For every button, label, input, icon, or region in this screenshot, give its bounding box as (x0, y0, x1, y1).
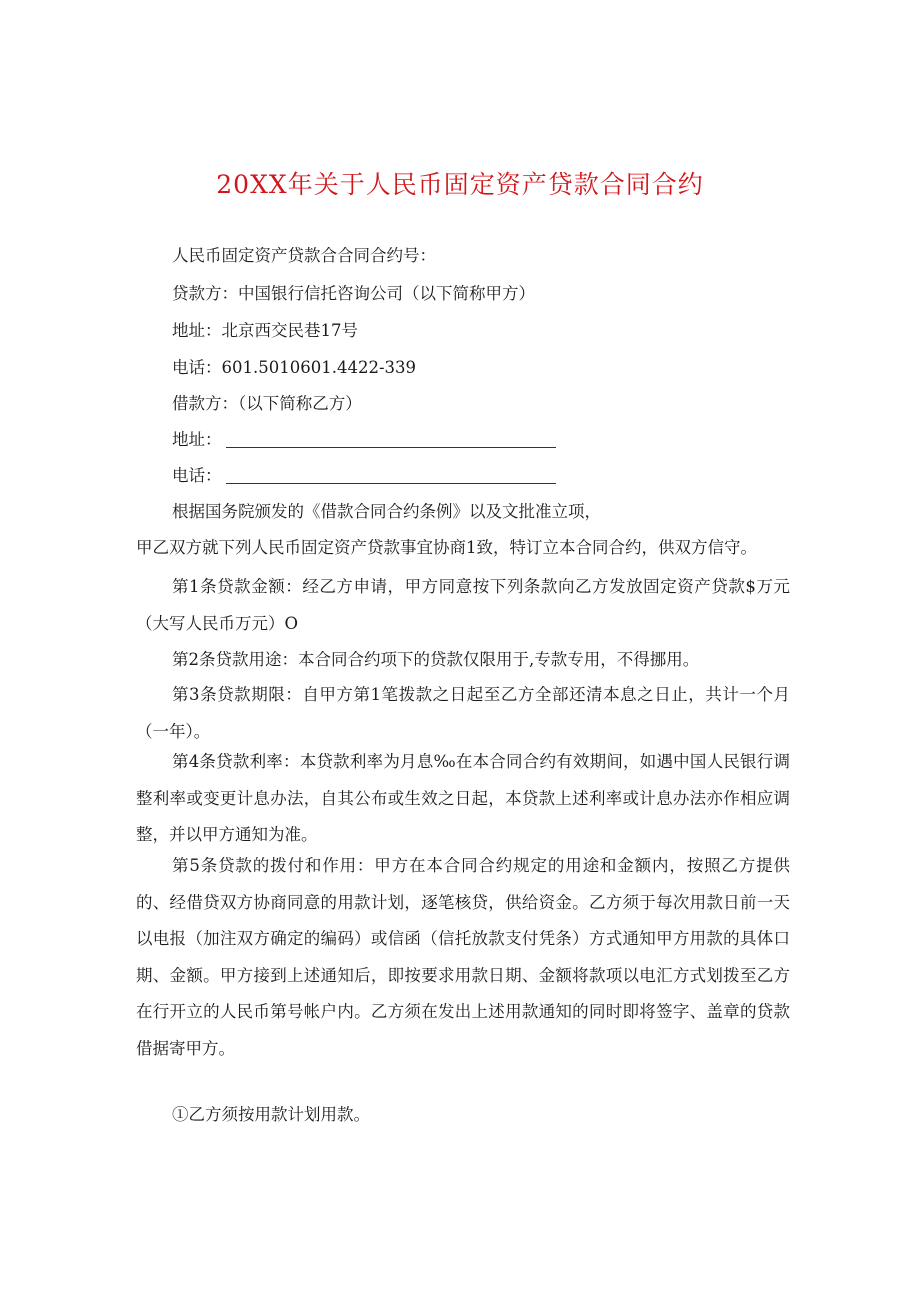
contract-number-label: 人民币固定资产贷款合合同合约号： (172, 246, 436, 265)
borrower-phone-blank (226, 469, 556, 484)
lender-address-line: 地址：北京西交民巷17号 (172, 321, 358, 340)
lender-line: 贷款方：中国银行信托咨询公司（以下简称甲方） (172, 284, 535, 303)
lender-phone-line: 电话：601.5010601.4422-339 (172, 358, 417, 377)
article-2: 第2条贷款用途：本合同合约项下的贷款仅限用于,专款专用，不得挪用。 (172, 650, 700, 669)
article-4: 第4条贷款利率：本贷款利率为月息‰在本合同合约有效期间，如遇中国人民银行调整利率或变更计息办法，自其公布或生效之日起，本贷款上述利率或计息办法亦作相应调整，并以甲方通知为准。 (136, 752, 790, 844)
borrower-phone-label: 电话： (172, 466, 222, 485)
preamble-line-1: 根据国务院颁发的《借款合同合约条例》以及文批准立项， (172, 502, 601, 521)
borrower-address-blank (226, 433, 556, 448)
preamble-line-2: 甲乙双方就下列人民币固定资产贷款事宜协商1致，特订立本合同合约，供双方信守。 (136, 538, 757, 557)
borrower-address-line (172, 429, 556, 451)
article-3: 第3条贷款期限：自甲方第1笔拨款之日起至乙方全部还清本息之日止，共计一个月（一年）。 (136, 685, 790, 741)
borrower-address-label: 地址： (172, 430, 222, 449)
article-5: 第5条贷款的拨付和作用：甲方在本合同合约规定的用途和金额内，按照乙方提供的、经借贷双方协商同意的用款计划，逐笔核贷，供给资金。乙方须于每次用款日前一天以电报（加注双方确定的编码）或信函（信托放款支付凭条）方式通知甲方用款的具体口期、金额。甲方接到上述通知后，即按要求用款日期、金额将款项以电汇方式划拨至乙方在行开立的人民币第号帐户内。乙方须在发出上述用款通知的同时即将签字、盖章的贷款借据寄甲方。 (136, 856, 790, 1058)
document-title: 20XX年关于人民币固定资产贷款合同合约 (216, 170, 704, 199)
item-1: ①乙方须按用款计划用款。 (172, 1105, 370, 1124)
article-1: 第1条贷款金额：经乙方申请，甲方同意按下列条款向乙方发放固定资产贷款$万元（大写人民币万元）O (136, 577, 790, 633)
borrower-phone-line (172, 465, 556, 487)
borrower-line: 借款方：（以下简称乙方） (172, 394, 362, 413)
